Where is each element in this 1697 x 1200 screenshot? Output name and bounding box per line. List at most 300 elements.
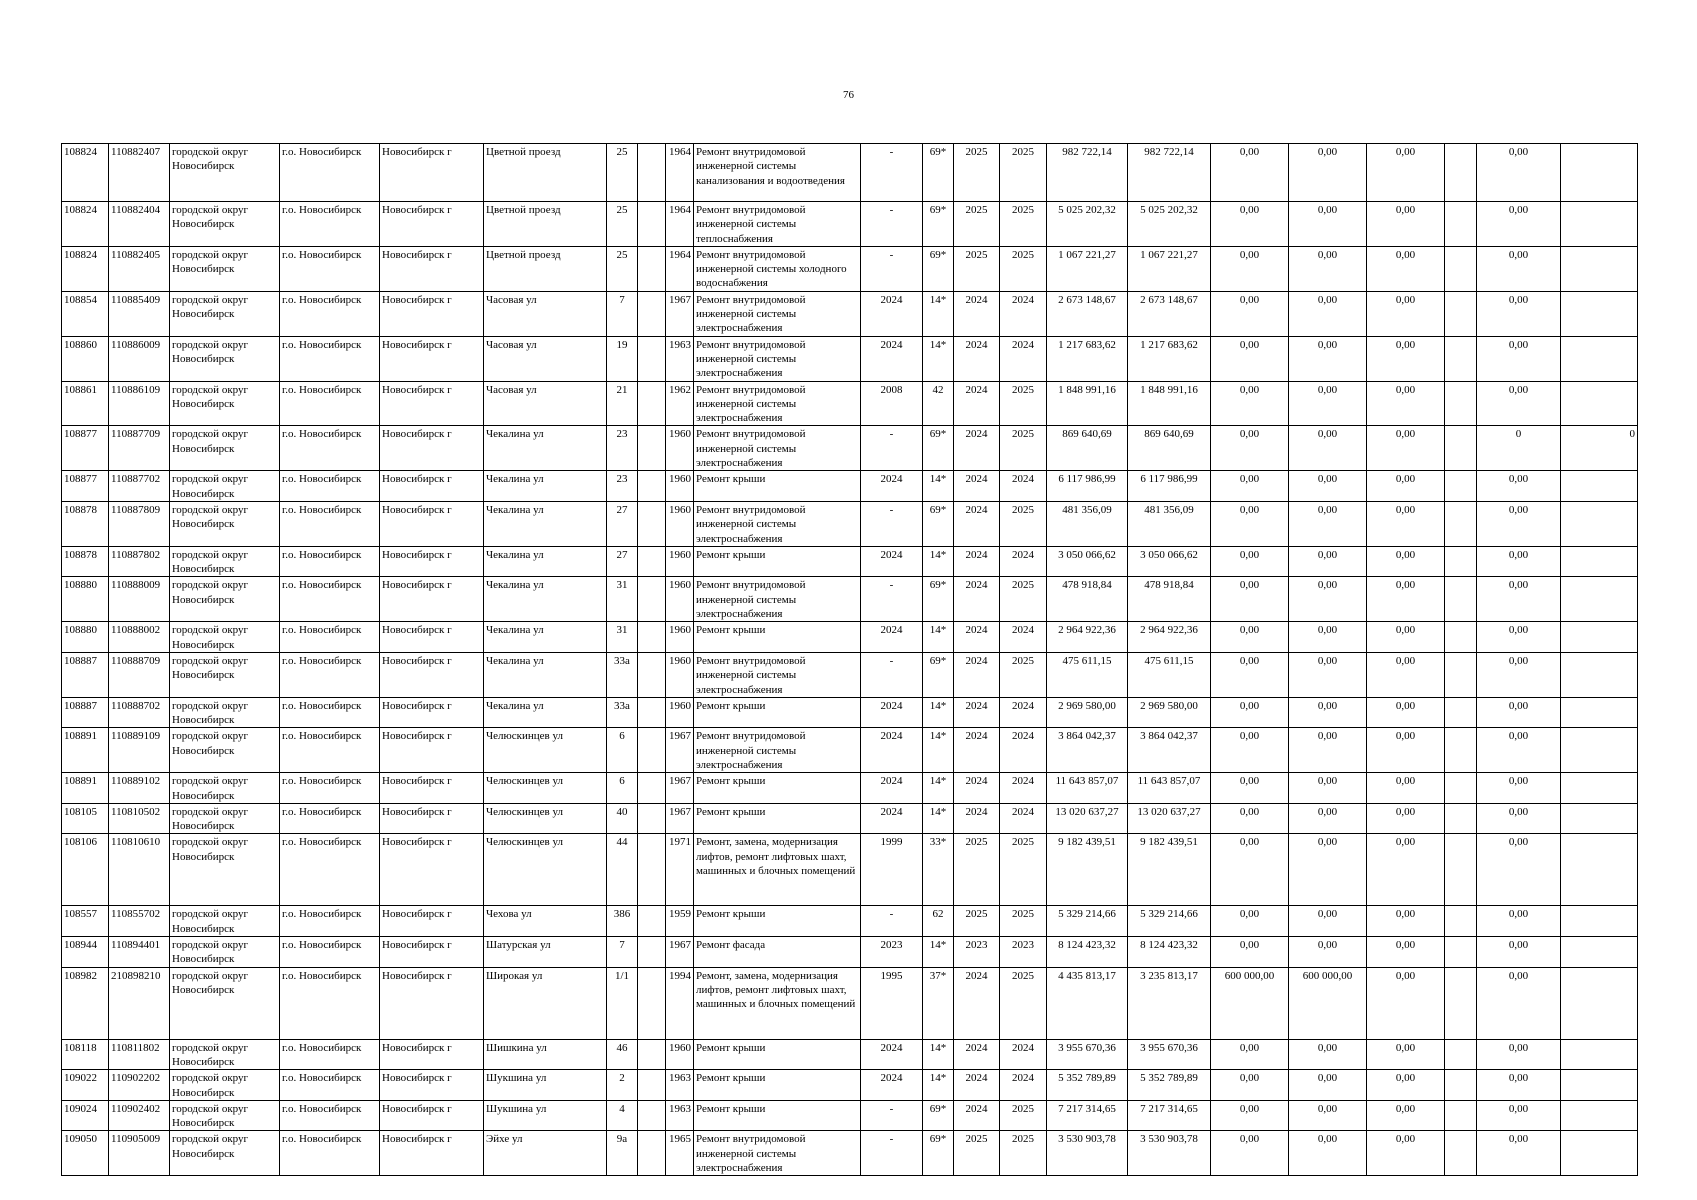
wear-cell: 14*	[923, 471, 954, 502]
local-cost-cell: 0,00	[1367, 773, 1445, 804]
fund-cost-cell: 481 356,09	[1128, 501, 1211, 546]
wear-cell: 69*	[923, 577, 954, 622]
plan-end-cell: 2025	[1000, 1131, 1047, 1176]
page-number: 76	[843, 89, 854, 101]
local-cost-cell: 0,00	[1367, 906, 1445, 937]
local-cost-cell: 0,00	[1367, 381, 1445, 426]
year-built-cell: 1964	[666, 144, 694, 202]
owners-cost-cell: 0,00	[1477, 246, 1561, 291]
work-type-cell: Ремонт крыши	[694, 622, 861, 653]
region-cost-cell: 0,00	[1289, 291, 1367, 336]
total-cost-cell: 982 722,14	[1047, 144, 1128, 202]
note-cell	[1561, 471, 1638, 502]
house-cell: 19	[607, 336, 638, 381]
year-built-cell: 1965	[666, 1131, 694, 1176]
house-cell: 1/1	[607, 967, 638, 1039]
plan-start-cell: 2024	[954, 381, 1000, 426]
last-repair-cell: -	[861, 1100, 923, 1131]
extra-cell	[1445, 728, 1477, 773]
code-cell: 108106	[62, 834, 109, 906]
extra-cell	[1445, 1131, 1477, 1176]
district-cell: городской округ Новосибирск	[170, 967, 280, 1039]
owners-cost-cell: 0,00	[1477, 967, 1561, 1039]
owners-cost-cell: 0,00	[1477, 773, 1561, 804]
building-cell	[638, 906, 666, 937]
house-cell: 33а	[607, 652, 638, 697]
table-row	[62, 202, 1638, 247]
table-body	[62, 144, 1638, 1176]
budget-cost-cell: 0,00	[1211, 1131, 1289, 1176]
municipality-cell: г.о. Новосибирск	[280, 1100, 380, 1131]
district-cell: городской округ Новосибирск	[170, 381, 280, 426]
year-built-cell: 1960	[666, 652, 694, 697]
building-cell	[638, 937, 666, 968]
budget-cost-cell: 0,00	[1211, 381, 1289, 426]
local-cost-cell: 0,00	[1367, 501, 1445, 546]
plan-end-cell: 2024	[1000, 1039, 1047, 1070]
region-cost-cell: 0,00	[1289, 426, 1367, 471]
extra-cell	[1445, 906, 1477, 937]
region-cost-cell: 0,00	[1289, 803, 1367, 834]
id-cell: 110887702	[109, 471, 170, 502]
plan-start-cell: 2025	[954, 906, 1000, 937]
district-cell: городской округ Новосибирск	[170, 1039, 280, 1070]
total-cost-cell: 3 050 066,62	[1047, 546, 1128, 577]
plan-start-cell: 2024	[954, 501, 1000, 546]
wear-cell: 69*	[923, 144, 954, 202]
region-cost-cell: 0,00	[1289, 501, 1367, 546]
total-cost-cell: 7 217 314,65	[1047, 1100, 1128, 1131]
building-cell	[638, 1039, 666, 1070]
owners-cost-cell: 0,00	[1477, 652, 1561, 697]
wear-cell: 69*	[923, 1131, 954, 1176]
note-cell	[1561, 202, 1638, 247]
plan-end-cell: 2025	[1000, 202, 1047, 247]
local-cost-cell: 0,00	[1367, 728, 1445, 773]
plan-end-cell: 2024	[1000, 697, 1047, 728]
street-cell: Шишкина ул	[484, 1039, 607, 1070]
year-built-cell: 1959	[666, 906, 694, 937]
fund-cost-cell: 3 530 903,78	[1128, 1131, 1211, 1176]
building-cell	[638, 336, 666, 381]
id-cell: 110889109	[109, 728, 170, 773]
building-cell	[638, 426, 666, 471]
year-built-cell: 1967	[666, 803, 694, 834]
district-cell: городской округ Новосибирск	[170, 546, 280, 577]
code-cell: 108880	[62, 622, 109, 653]
budget-cost-cell: 0,00	[1211, 937, 1289, 968]
fund-cost-cell: 7 217 314,65	[1128, 1100, 1211, 1131]
note-cell	[1561, 501, 1638, 546]
street-cell: Чекалина ул	[484, 471, 607, 502]
year-built-cell: 1960	[666, 471, 694, 502]
district-cell: городской округ Новосибирск	[170, 652, 280, 697]
extra-cell	[1445, 697, 1477, 728]
municipality-cell: г.о. Новосибирск	[280, 546, 380, 577]
code-cell: 108118	[62, 1039, 109, 1070]
note-cell	[1561, 834, 1638, 906]
house-cell: 7	[607, 937, 638, 968]
code-cell: 109050	[62, 1131, 109, 1176]
city-cell: Новосибирск г	[380, 906, 484, 937]
municipality-cell: г.о. Новосибирск	[280, 834, 380, 906]
year-built-cell: 1964	[666, 202, 694, 247]
district-cell: городской округ Новосибирск	[170, 246, 280, 291]
region-cost-cell: 0,00	[1289, 773, 1367, 804]
fund-cost-cell: 982 722,14	[1128, 144, 1211, 202]
street-cell: Челюскинцев ул	[484, 773, 607, 804]
plan-start-cell: 2024	[954, 291, 1000, 336]
fund-cost-cell: 6 117 986,99	[1128, 471, 1211, 502]
plan-end-cell: 2024	[1000, 1070, 1047, 1101]
note-value: 0	[1629, 428, 1635, 441]
last-repair-cell: 2023	[861, 937, 923, 968]
table-row	[62, 906, 1638, 937]
extra-cell	[1445, 336, 1477, 381]
id-cell: 110902402	[109, 1100, 170, 1131]
note-cell	[1561, 937, 1638, 968]
last-repair-cell: 2024	[861, 622, 923, 653]
budget-cost-cell: 0,00	[1211, 546, 1289, 577]
total-cost-cell: 11 643 857,07	[1047, 773, 1128, 804]
plan-end-cell: 2023	[1000, 937, 1047, 968]
work-type-cell: Ремонт внутридомовой инженерной системы электроснабжения	[694, 336, 861, 381]
owners-cost-cell: 0,00	[1477, 336, 1561, 381]
owners-cost-cell: 0,00	[1477, 937, 1561, 968]
note-cell	[1561, 1131, 1638, 1176]
house-cell: 9а	[607, 1131, 638, 1176]
building-cell	[638, 652, 666, 697]
plan-start-cell: 2024	[954, 773, 1000, 804]
note-cell	[1561, 906, 1638, 937]
street-cell: Чекалина ул	[484, 697, 607, 728]
year-built-cell: 1963	[666, 1100, 694, 1131]
last-repair-cell: -	[861, 144, 923, 202]
plan-end-cell: 2024	[1000, 291, 1047, 336]
table-row	[62, 144, 1638, 202]
district-cell: городской округ Новосибирск	[170, 1131, 280, 1176]
plan-end-cell: 2025	[1000, 577, 1047, 622]
budget-cost-cell: 0,00	[1211, 501, 1289, 546]
wear-cell: 14*	[923, 1039, 954, 1070]
house-cell: 6	[607, 773, 638, 804]
total-cost-cell: 869 640,69	[1047, 426, 1128, 471]
owners-cost-cell: 0,00	[1477, 577, 1561, 622]
id-cell: 110894401	[109, 937, 170, 968]
municipality-cell: г.о. Новосибирск	[280, 697, 380, 728]
city-cell: Новосибирск г	[380, 773, 484, 804]
total-cost-cell: 3 864 042,37	[1047, 728, 1128, 773]
region-cost-cell: 0,00	[1289, 728, 1367, 773]
last-repair-cell: -	[861, 246, 923, 291]
fund-cost-cell: 3 955 670,36	[1128, 1039, 1211, 1070]
budget-cost-cell: 0,00	[1211, 1070, 1289, 1101]
last-repair-cell: 2024	[861, 1070, 923, 1101]
table-row	[62, 501, 1638, 546]
house-cell: 7	[607, 291, 638, 336]
district-cell: городской округ Новосибирск	[170, 622, 280, 653]
note-cell	[1561, 697, 1638, 728]
building-cell	[638, 803, 666, 834]
extra-cell	[1445, 546, 1477, 577]
building-cell	[638, 202, 666, 247]
region-cost-cell: 0,00	[1289, 652, 1367, 697]
city-cell: Новосибирск г	[380, 426, 484, 471]
district-cell: городской округ Новосибирск	[170, 728, 280, 773]
id-cell: 110905009	[109, 1131, 170, 1176]
city-cell: Новосибирск г	[380, 1070, 484, 1101]
city-cell: Новосибирск г	[380, 652, 484, 697]
wear-cell: 69*	[923, 1100, 954, 1131]
street-cell: Шукшина ул	[484, 1070, 607, 1101]
region-cost-cell: 0,00	[1289, 546, 1367, 577]
code-cell: 108878	[62, 501, 109, 546]
total-cost-cell: 5 025 202,32	[1047, 202, 1128, 247]
wear-cell: 14*	[923, 546, 954, 577]
total-cost-cell: 1 067 221,27	[1047, 246, 1128, 291]
extra-cell	[1445, 577, 1477, 622]
table-row	[62, 622, 1638, 653]
plan-start-cell: 2024	[954, 652, 1000, 697]
street-cell: Часовая ул	[484, 381, 607, 426]
city-cell: Новосибирск г	[380, 336, 484, 381]
plan-start-cell: 2024	[954, 426, 1000, 471]
street-cell: Эйхе ул	[484, 1131, 607, 1176]
plan-end-cell: 2025	[1000, 967, 1047, 1039]
plan-start-cell: 2025	[954, 144, 1000, 202]
code-cell: 108824	[62, 144, 109, 202]
last-repair-cell: 1995	[861, 967, 923, 1039]
city-cell: Новосибирск г	[380, 1039, 484, 1070]
table-row	[62, 577, 1638, 622]
house-cell: 21	[607, 381, 638, 426]
code-cell: 108887	[62, 652, 109, 697]
owners-cost-cell: 0	[1477, 426, 1561, 471]
plan-end-cell: 2024	[1000, 803, 1047, 834]
extra-cell	[1445, 937, 1477, 968]
municipality-cell: г.о. Новосибирск	[280, 967, 380, 1039]
last-repair-cell: 2024	[861, 697, 923, 728]
fund-cost-cell: 1 848 991,16	[1128, 381, 1211, 426]
note-cell	[1561, 1100, 1638, 1131]
building-cell	[638, 1100, 666, 1131]
plan-start-cell: 2024	[954, 803, 1000, 834]
fund-cost-cell: 2 964 922,36	[1128, 622, 1211, 653]
budget-cost-cell: 0,00	[1211, 202, 1289, 247]
owners-cost-cell: 0,00	[1477, 546, 1561, 577]
last-repair-cell: 2024	[861, 803, 923, 834]
district-cell: городской округ Новосибирск	[170, 426, 280, 471]
building-cell	[638, 291, 666, 336]
table-row	[62, 834, 1638, 906]
work-type-cell: Ремонт внутридомовой инженерной системы электроснабжения	[694, 501, 861, 546]
wear-cell: 14*	[923, 336, 954, 381]
extra-cell	[1445, 967, 1477, 1039]
year-built-cell: 1963	[666, 336, 694, 381]
total-cost-cell: 2 969 580,00	[1047, 697, 1128, 728]
house-cell: 44	[607, 834, 638, 906]
house-cell: 33а	[607, 697, 638, 728]
work-type-cell: Ремонт внутридомовой инженерной системы теплоснабжения	[694, 202, 861, 247]
building-cell	[638, 381, 666, 426]
last-repair-cell: 2024	[861, 773, 923, 804]
budget-cost-cell: 0,00	[1211, 246, 1289, 291]
code-cell: 108860	[62, 336, 109, 381]
id-cell: 110885409	[109, 291, 170, 336]
owners-cost-cell: 0,00	[1477, 622, 1561, 653]
plan-end-cell: 2025	[1000, 906, 1047, 937]
local-cost-cell: 0,00	[1367, 622, 1445, 653]
year-built-cell: 1971	[666, 834, 694, 906]
wear-cell: 14*	[923, 803, 954, 834]
street-cell: Широкая ул	[484, 967, 607, 1039]
municipality-cell: г.о. Новосибирск	[280, 202, 380, 247]
building-cell	[638, 1131, 666, 1176]
municipality-cell: г.о. Новосибирск	[280, 144, 380, 202]
code-cell: 108880	[62, 577, 109, 622]
work-type-cell: Ремонт внутридомовой инженерной системы электроснабжения	[694, 577, 861, 622]
wear-cell: 14*	[923, 622, 954, 653]
district-cell: городской округ Новосибирск	[170, 834, 280, 906]
table-row	[62, 336, 1638, 381]
budget-cost-cell: 0,00	[1211, 291, 1289, 336]
plan-start-cell: 2025	[954, 834, 1000, 906]
year-built-cell: 1960	[666, 622, 694, 653]
year-built-cell: 1960	[666, 577, 694, 622]
plan-start-cell: 2024	[954, 577, 1000, 622]
city-cell: Новосибирск г	[380, 471, 484, 502]
fund-cost-cell: 1 067 221,27	[1128, 246, 1211, 291]
id-cell: 110888009	[109, 577, 170, 622]
id-cell: 110810502	[109, 803, 170, 834]
last-repair-cell: -	[861, 906, 923, 937]
code-cell: 108877	[62, 426, 109, 471]
last-repair-cell: -	[861, 202, 923, 247]
code-cell: 108557	[62, 906, 109, 937]
house-cell: 6	[607, 728, 638, 773]
fund-cost-cell: 2 673 148,67	[1128, 291, 1211, 336]
region-cost-cell: 0,00	[1289, 937, 1367, 968]
plan-end-cell: 2025	[1000, 381, 1047, 426]
city-cell: Новосибирск г	[380, 246, 484, 291]
district-cell: городской округ Новосибирск	[170, 471, 280, 502]
work-type-cell: Ремонт крыши	[694, 773, 861, 804]
region-cost-cell: 0,00	[1289, 381, 1367, 426]
wear-cell: 62	[923, 906, 954, 937]
year-built-cell: 1967	[666, 728, 694, 773]
city-cell: Новосибирск г	[380, 1100, 484, 1131]
plan-start-cell: 2024	[954, 728, 1000, 773]
id-cell: 110889102	[109, 773, 170, 804]
code-cell: 108878	[62, 546, 109, 577]
note-cell	[1561, 246, 1638, 291]
municipality-cell: г.о. Новосибирск	[280, 426, 380, 471]
budget-cost-cell: 0,00	[1211, 1039, 1289, 1070]
table-row	[62, 652, 1638, 697]
building-cell	[638, 967, 666, 1039]
extra-cell	[1445, 426, 1477, 471]
fund-cost-cell: 5 329 214,66	[1128, 906, 1211, 937]
city-cell: Новосибирск г	[380, 834, 484, 906]
city-cell: Новосибирск г	[380, 144, 484, 202]
owners-cost-cell: 0,00	[1477, 803, 1561, 834]
local-cost-cell: 0,00	[1367, 291, 1445, 336]
note-cell	[1561, 773, 1638, 804]
building-cell	[638, 144, 666, 202]
work-type-cell: Ремонт внутридомовой инженерной системы электроснабжения	[694, 426, 861, 471]
code-cell: 108944	[62, 937, 109, 968]
owners-cost-cell: 0,00	[1477, 144, 1561, 202]
table-row	[62, 728, 1638, 773]
last-repair-cell: -	[861, 652, 923, 697]
note-cell	[1561, 144, 1638, 202]
table-row	[62, 546, 1638, 577]
total-cost-cell: 2 673 148,67	[1047, 291, 1128, 336]
year-built-cell: 1967	[666, 291, 694, 336]
plan-end-cell: 2024	[1000, 728, 1047, 773]
work-type-cell: Ремонт внутридомовой инженерной системы канализования и водоотведения	[694, 144, 861, 202]
house-cell: 25	[607, 144, 638, 202]
work-type-cell: Ремонт крыши	[694, 546, 861, 577]
table-row	[62, 773, 1638, 804]
city-cell: Новосибирск г	[380, 381, 484, 426]
year-built-cell: 1964	[666, 246, 694, 291]
table-row	[62, 697, 1638, 728]
work-type-cell: Ремонт крыши	[694, 906, 861, 937]
building-cell	[638, 1070, 666, 1101]
extra-cell	[1445, 834, 1477, 906]
table-row	[62, 291, 1638, 336]
budget-cost-cell: 600 000,00	[1211, 967, 1289, 1039]
local-cost-cell: 0,00	[1367, 803, 1445, 834]
street-cell: Часовая ул	[484, 291, 607, 336]
total-cost-cell: 6 117 986,99	[1047, 471, 1128, 502]
city-cell: Новосибирск г	[380, 622, 484, 653]
code-cell: 108982	[62, 967, 109, 1039]
municipality-cell: г.о. Новосибирск	[280, 1131, 380, 1176]
work-type-cell: Ремонт внутридомовой инженерной системы электроснабжения	[694, 728, 861, 773]
code-cell: 108854	[62, 291, 109, 336]
street-cell: Чекалина ул	[484, 577, 607, 622]
building-cell	[638, 546, 666, 577]
wear-cell: 69*	[923, 426, 954, 471]
owners-cost-cell: 0,00	[1477, 471, 1561, 502]
region-cost-cell: 0,00	[1289, 471, 1367, 502]
region-cost-cell: 0,00	[1289, 246, 1367, 291]
house-cell: 23	[607, 426, 638, 471]
year-built-cell: 1960	[666, 697, 694, 728]
house-cell: 31	[607, 577, 638, 622]
street-cell: Челюскинцев ул	[484, 803, 607, 834]
local-cost-cell: 0,00	[1367, 1039, 1445, 1070]
fund-cost-cell: 2 969 580,00	[1128, 697, 1211, 728]
building-cell	[638, 728, 666, 773]
table-row	[62, 246, 1638, 291]
street-cell: Часовая ул	[484, 336, 607, 381]
street-cell: Чехова ул	[484, 906, 607, 937]
id-cell: 110882405	[109, 246, 170, 291]
note-cell	[1561, 967, 1638, 1039]
owners-cost-cell: 0,00	[1477, 1131, 1561, 1176]
plan-end-cell: 2025	[1000, 834, 1047, 906]
extra-cell	[1445, 144, 1477, 202]
street-cell: Шукшина ул	[484, 1100, 607, 1131]
municipality-cell: г.о. Новосибирск	[280, 246, 380, 291]
note-cell	[1561, 622, 1638, 653]
work-type-cell: Ремонт крыши	[694, 1100, 861, 1131]
local-cost-cell: 0,00	[1367, 246, 1445, 291]
plan-start-cell: 2023	[954, 937, 1000, 968]
